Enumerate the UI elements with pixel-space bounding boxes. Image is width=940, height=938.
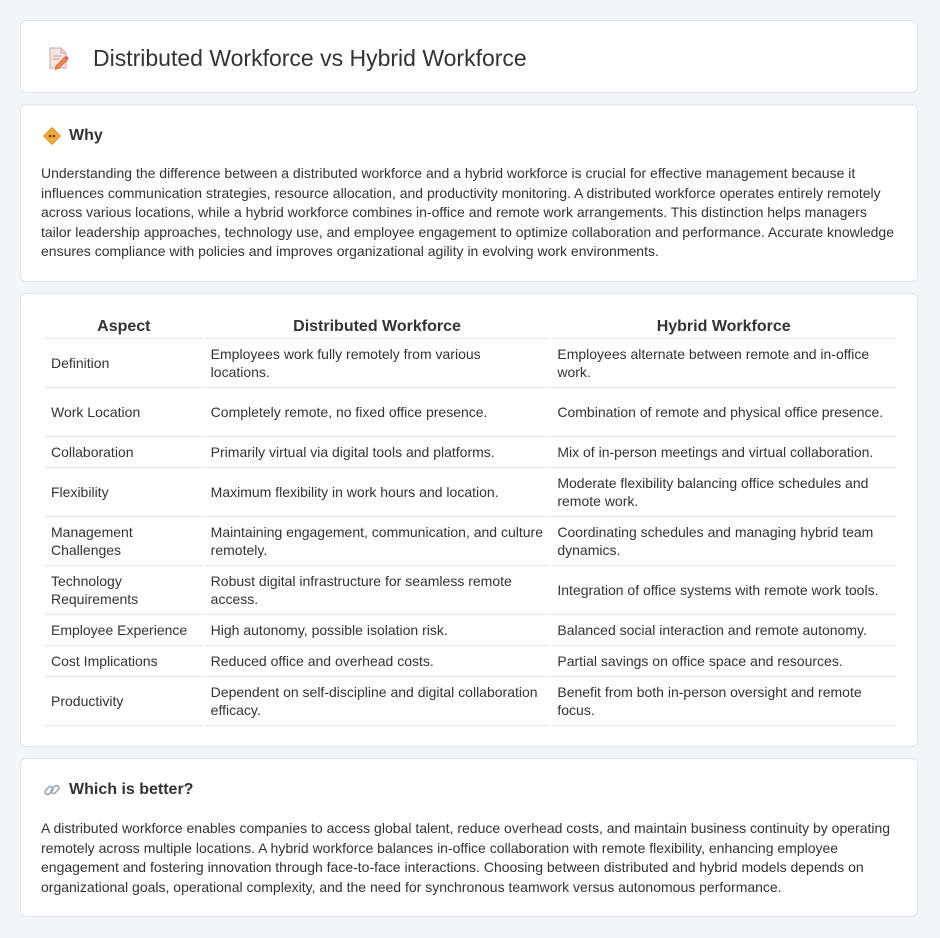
row-hybrid: Moderate flexibility balancing office schedules and remote work.: [551, 468, 896, 517]
row-aspect: Technology Requirements: [45, 566, 203, 615]
document-pencil-icon: [45, 45, 71, 71]
row-hybrid: Benefit from both in-person oversight and remote focus.: [551, 677, 896, 726]
table-row: [45, 517, 896, 566]
diamond-badge-icon: [43, 127, 61, 145]
better-card: [20, 758, 918, 917]
table-row: [45, 388, 896, 437]
row-aspect: Flexibility: [45, 468, 203, 517]
link-icon: [43, 781, 61, 799]
row-hybrid: Combination of remote and physical office presence.: [551, 388, 896, 437]
table-row: [45, 615, 896, 646]
row-distributed: Employees work fully remotely from various locations.: [205, 339, 550, 388]
row-hybrid: Coordinating schedules and managing hybrid team dynamics.: [551, 517, 896, 566]
table-row: [45, 437, 896, 468]
page-title: Distributed Workforce vs Hybrid Workforce: [93, 44, 527, 71]
row-distributed: Primarily virtual via digital tools and platforms.: [205, 437, 550, 468]
better-heading: [43, 781, 193, 799]
title-row: [45, 41, 527, 75]
comparison-card: [20, 293, 918, 747]
row-hybrid: Integration of office systems with remote work tools.: [551, 566, 896, 615]
row-distributed: Robust digital infrastructure for seamless remote access.: [205, 566, 550, 615]
table-header-row: [45, 314, 896, 339]
why-text: Understanding the difference between a distributed workforce and a hybrid workforce is crucial for effective management because it influences communication strategies, resource allocation, and productivity monitoring. A distributed workforce operates entirely remotely across various locations, while a hybrid workforce combines in-office and remote work arrangements. This distinction helps managers tailor leadership approaches, technology use, and employee engagement to optimize collaboration and performance. Accurate knowledge ensures compliance with policies and improves organizational agility in evolving work environments.: [41, 165, 894, 260]
row-distributed: Reduced office and overhead costs.: [205, 646, 550, 677]
header-hybrid: Hybrid Workforce: [551, 314, 896, 339]
better-title: Which is better?: [69, 781, 194, 798]
better-text: A distributed workforce enables companies to access global talent, reduce overhead costs, and maintain business continuity by operating remotely across multiple locations. A hybrid workforce balances in-office collaboration with remote flexibility, enhancing employee engagement and fostering innovation through face-to-face interactions. Choosing between distributed and hybrid models depends on organizational goals, operational complexity, and the need for synchronous teamwork versus autonomous performance.: [41, 820, 891, 895]
header-aspect: Aspect: [45, 314, 203, 339]
row-hybrid: Partial savings on office space and resources.: [551, 646, 896, 677]
table-row: [45, 339, 896, 388]
table-row: [45, 677, 896, 726]
why-card: [20, 104, 918, 282]
table-row: [45, 468, 896, 517]
why-heading: [43, 127, 103, 145]
row-distributed: Maintaining engagement, communication, and culture remotely.: [205, 517, 550, 566]
why-title: Why: [69, 127, 103, 144]
header-distributed: Distributed Workforce: [205, 314, 550, 339]
table-row: [45, 566, 896, 615]
row-distributed: Dependent on self-discipline and digital collaboration efficacy.: [205, 677, 550, 726]
row-hybrid: Employees alternate between remote and in-office work.: [551, 339, 896, 388]
row-aspect: Cost Implications: [45, 646, 203, 677]
row-hybrid: Mix of in-person meetings and virtual collaboration.: [551, 437, 896, 468]
row-aspect: Employee Experience: [45, 615, 203, 646]
row-distributed: Completely remote, no fixed office presence.: [205, 388, 550, 437]
row-aspect: Work Location: [45, 388, 203, 437]
table-row: [45, 646, 896, 677]
row-aspect: Collaboration: [45, 437, 203, 468]
row-aspect: Productivity: [45, 677, 203, 726]
row-aspect: Definition: [45, 339, 203, 388]
row-aspect: Management Challenges: [45, 517, 203, 566]
comparison-table: [43, 314, 898, 726]
title-card: [20, 20, 918, 93]
row-distributed: Maximum flexibility in work hours and location.: [205, 468, 550, 517]
row-distributed: High autonomy, possible isolation risk.: [205, 615, 550, 646]
row-hybrid: Balanced social interaction and remote autonomy.: [551, 615, 896, 646]
